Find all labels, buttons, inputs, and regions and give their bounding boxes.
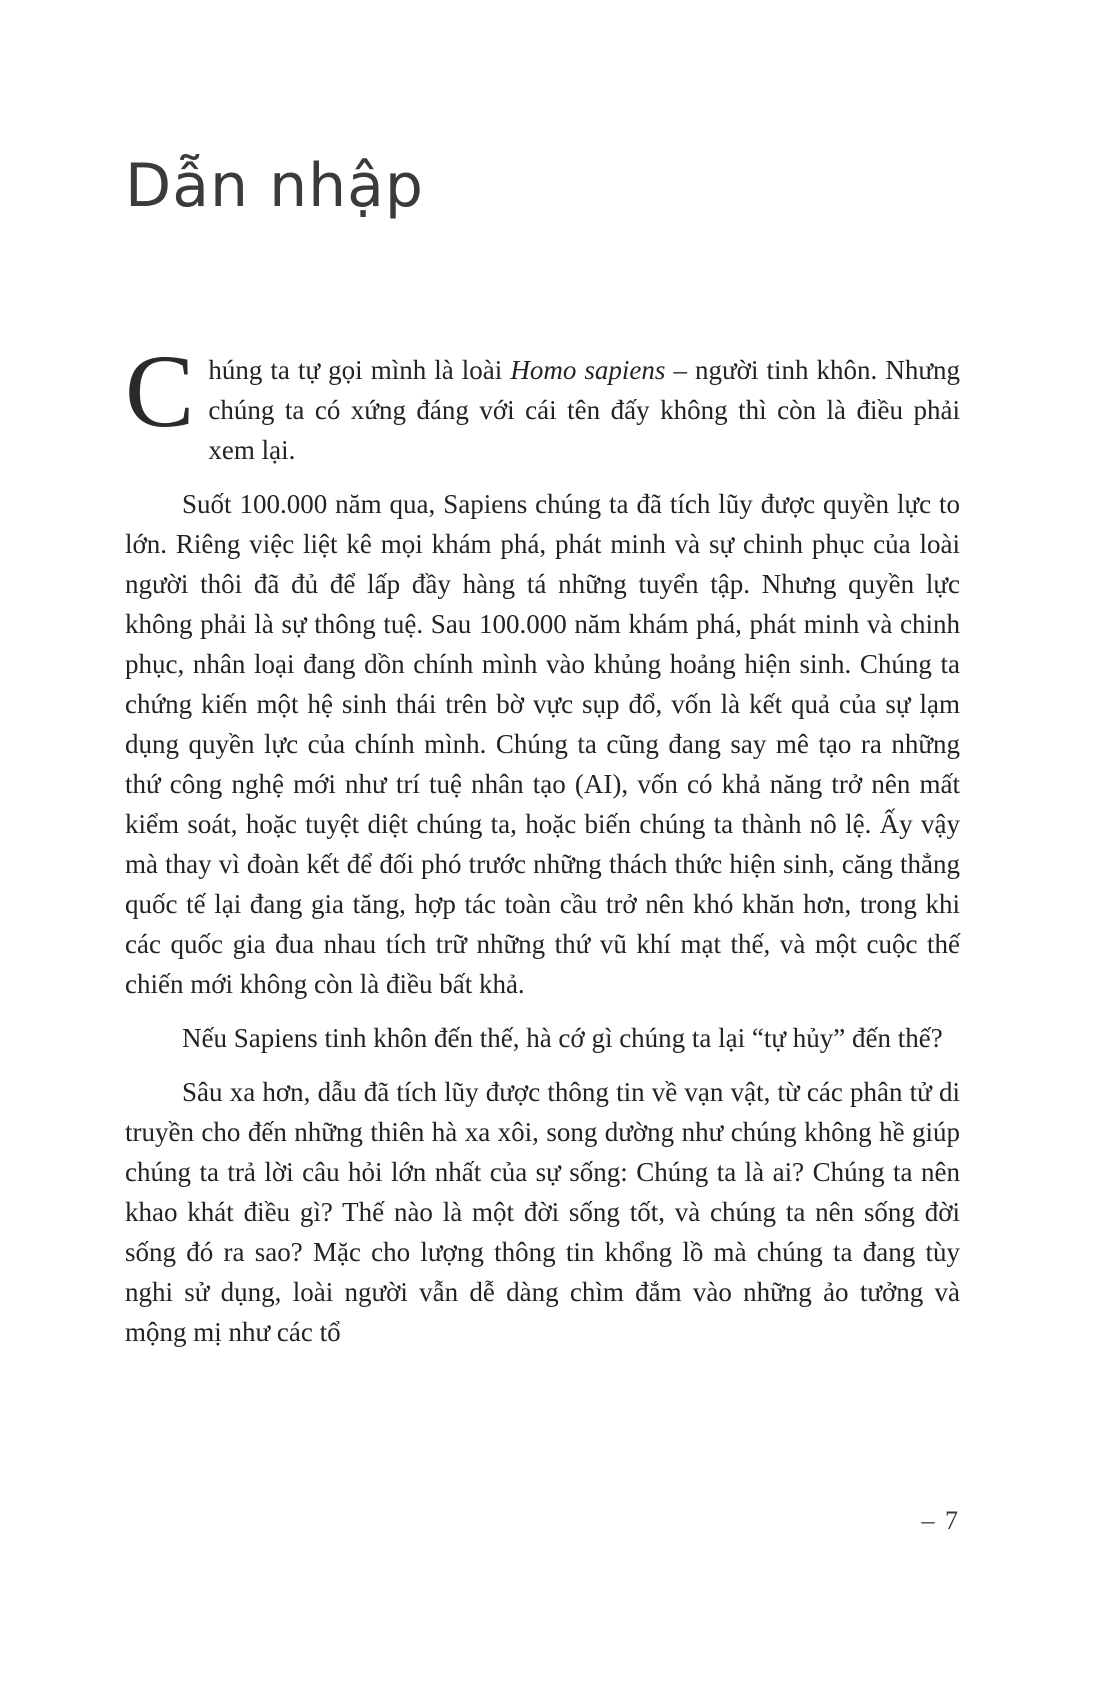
paragraph-1-text-pre: húng ta tự gọi mình là loài	[208, 355, 511, 385]
paragraph-3: Nếu Sapiens tinh khôn đến thế, hà cớ gì chúng ta lại “tự hủy” đến thế?	[182, 1023, 943, 1053]
body-text	[125, 334, 960, 1352]
page-title: Dẫn nhập	[125, 151, 424, 221]
paragraph-1-text-post: – người tinh khôn. Nhưng chúng ta có xứng đáng với cái tên đấy không thì còn là điều phải xem lại.	[208, 355, 960, 465]
paragraph-2: Suốt 100.000 năm qua, Sapiens chúng ta đã tích lũy được quyền lực to lớn. Riêng việc liệt kê mọi khám phá, phát minh và sự chinh phục của loài người thôi đã đủ để lấp đầy hàng tá những tuyển tập. Nhưng quyền lực không phải là sự thông tuệ. Sau 100.000 năm khám phá, phát minh và chinh phục, nhân loại đang dồn chính mình vào khủng hoảng hiện sinh. Chúng ta chứng kiến một hệ sinh thái trên bờ vực sụp đổ, vốn là kết quả của sự lạm dụng quyền lực của chính mình. Chúng ta cũng đang say mê tạo ra những thứ công nghệ mới như trí tuệ nhân tạo (AI), vốn có khả năng trở nên mất kiểm soát, hoặc tuyệt diệt chúng ta, hoặc biến chúng ta thành nô lệ. Ấy vậy mà thay vì đoàn kết để đối phó trước những thách thức hiện sinh, căng thẳng quốc tế lại đang gia tăng, hợp tác toàn cầu trở nên khó khăn hơn, trong khi các quốc gia đua nhau tích trữ những thứ vũ khí mạt thế, và một cuộc thế chiến mới không còn là điều bất khả.	[125, 489, 960, 999]
paragraph-1	[125, 334, 960, 470]
page-number: – 7	[921, 1506, 960, 1535]
drop-cap: C	[125, 334, 195, 449]
paragraph-4: Sâu xa hơn, dẫu đã tích lũy được thông tin về vạn vật, từ các phân tử di truyền cho đến những thiên hà xa xôi, song dường như chúng không hề giúp chúng ta trả lời câu hỏi lớn nhất của sự sống: Chúng ta là ai? Chúng ta nên khao khát điều gì? Thế nào là một đời sống tốt, và chúng ta nên sống đời sống đó ra sao? Mặc cho lượng thông tin khổng lồ mà chúng ta đang tùy nghi sử dụng, loài người vẫn dễ dàng chìm đắm vào những ảo tưởng và mộng mị như các tổ	[125, 1077, 960, 1347]
species-name-italic: Homo sapiens	[510, 355, 666, 385]
